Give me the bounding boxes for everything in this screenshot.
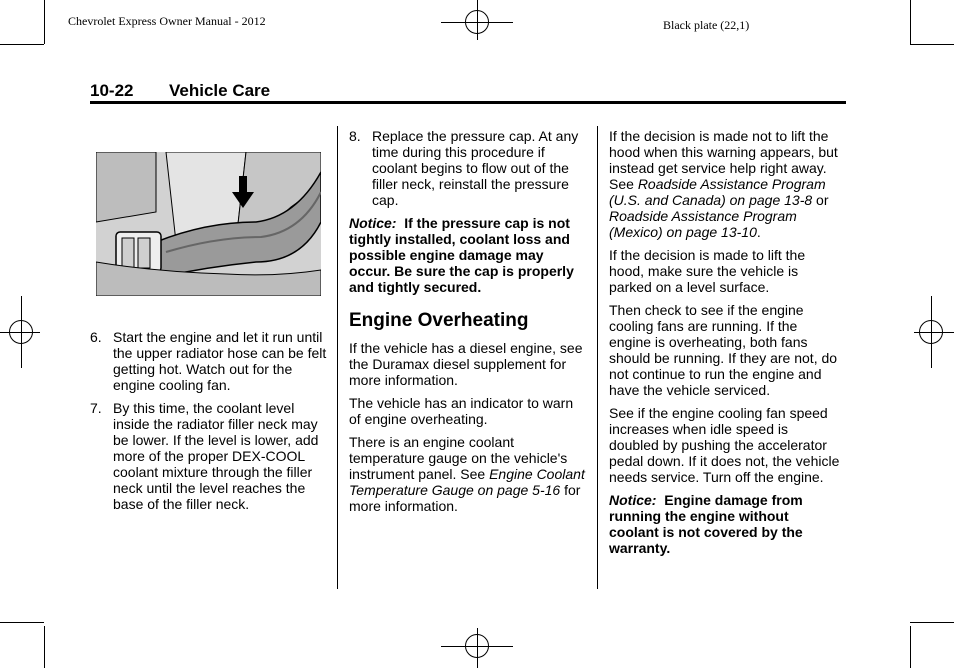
notice bbox=[609, 492, 841, 556]
radiator-hose-illustration bbox=[96, 152, 321, 296]
page-number: 10-22 bbox=[90, 81, 134, 100]
radiator-hose-drawing bbox=[96, 152, 321, 296]
cross-reference-link[interactable]: Roadside Assistance Program (U.S. and Canada) on page 13-8 bbox=[609, 176, 826, 208]
manual-title: Chevrolet Express Owner Manual - 2012 bbox=[68, 14, 266, 28]
column-1 bbox=[90, 329, 327, 519]
registration-circle bbox=[465, 634, 489, 658]
header-rule bbox=[90, 101, 846, 104]
notice-text: Engine damage from running the engine without coolant is not covered by the warranty. bbox=[609, 492, 803, 556]
step-text: By this time, the coolant level inside the radiator filler neck may be lower. If the level is lower, add more of the proper DEX-COOL coolant mixture through the filler neck until the level reaches the base of the filler neck. bbox=[113, 400, 319, 512]
paragraph-text: If the decision is made not to lift the hood when this warning appears, but instead get service help right away. See bbox=[609, 128, 838, 192]
step-number: 8. bbox=[349, 128, 361, 144]
crop-mark bbox=[44, 0, 45, 44]
crop-mark bbox=[910, 44, 954, 45]
step-number: 6. bbox=[90, 329, 102, 345]
step-text: Replace the pressure cap. At any time during this procedure if coolant begins to flow out of the filler neck, reinstall the pressure cap. bbox=[372, 128, 579, 208]
cross-reference-link[interactable]: Engine Coolant Temperature Gauge on page 5-16 bbox=[349, 466, 585, 498]
column-3 bbox=[609, 128, 841, 563]
paragraph: The vehicle has an indicator to warn of engine overheating. bbox=[349, 395, 574, 427]
paragraph-text: or bbox=[812, 192, 829, 208]
section-heading bbox=[90, 81, 270, 101]
column-divider bbox=[597, 126, 598, 589]
subsection-heading: Engine Overheating bbox=[349, 310, 529, 331]
paragraph-text: There is an engine coolant temperature gauge on the vehicle's instrument panel. See bbox=[349, 434, 568, 482]
crop-mark bbox=[910, 622, 954, 623]
list-item bbox=[90, 400, 327, 512]
crop-mark bbox=[910, 0, 911, 44]
registration-circle bbox=[9, 320, 33, 344]
paragraph: Then check to see if the engine cooling fans are running. If the engine is overheating, both fans should be running. If they are not, do not continue to run the engine and have the vehicle serviced. bbox=[609, 302, 838, 398]
registration-circle bbox=[465, 10, 489, 34]
crop-mark bbox=[0, 44, 44, 45]
section-title: Vehicle Care bbox=[169, 81, 271, 100]
paragraph bbox=[609, 128, 841, 240]
notice-label: Notice: bbox=[609, 492, 657, 508]
registration-circle bbox=[919, 320, 943, 344]
paragraph bbox=[349, 434, 587, 514]
column-2 bbox=[349, 128, 587, 521]
paragraph: See if the engine cooling fan speed increases when idle speed is doubled by pushing the accelerator pedal down. If it does not, the vehicle needs service. Turn off the engine. bbox=[609, 405, 840, 485]
paragraph-text: for more information. bbox=[349, 482, 581, 514]
crop-mark bbox=[910, 626, 911, 668]
paragraph-text: . bbox=[756, 224, 761, 240]
crop-mark bbox=[44, 626, 45, 668]
plate-label: Black plate (22,1) bbox=[663, 18, 750, 32]
step-text: Start the engine and let it run until the upper radiator hose can be felt getting hot. Watch out for the engine cooling fan. bbox=[113, 329, 327, 393]
column-divider bbox=[337, 126, 338, 589]
paragraph: If the vehicle has a diesel engine, see the Duramax diesel supplement for more information. bbox=[349, 340, 583, 388]
list-item bbox=[349, 128, 587, 208]
step-number: 7. bbox=[90, 400, 102, 416]
notice-label: Notice: bbox=[349, 215, 397, 231]
notice-text: If the pressure cap is not tightly installed, coolant loss and possible engine damage may occur. Be sure the cap is properly and tightly secured. bbox=[349, 215, 574, 295]
list-item bbox=[90, 329, 327, 393]
paragraph: If the decision is made to lift the hood, make sure the vehicle is parked on a level surface. bbox=[609, 247, 806, 295]
cross-reference-link[interactable]: Roadside Assistance Program (Mexico) on page 13-10 bbox=[609, 208, 797, 240]
notice bbox=[349, 215, 587, 295]
crop-mark bbox=[0, 622, 44, 623]
